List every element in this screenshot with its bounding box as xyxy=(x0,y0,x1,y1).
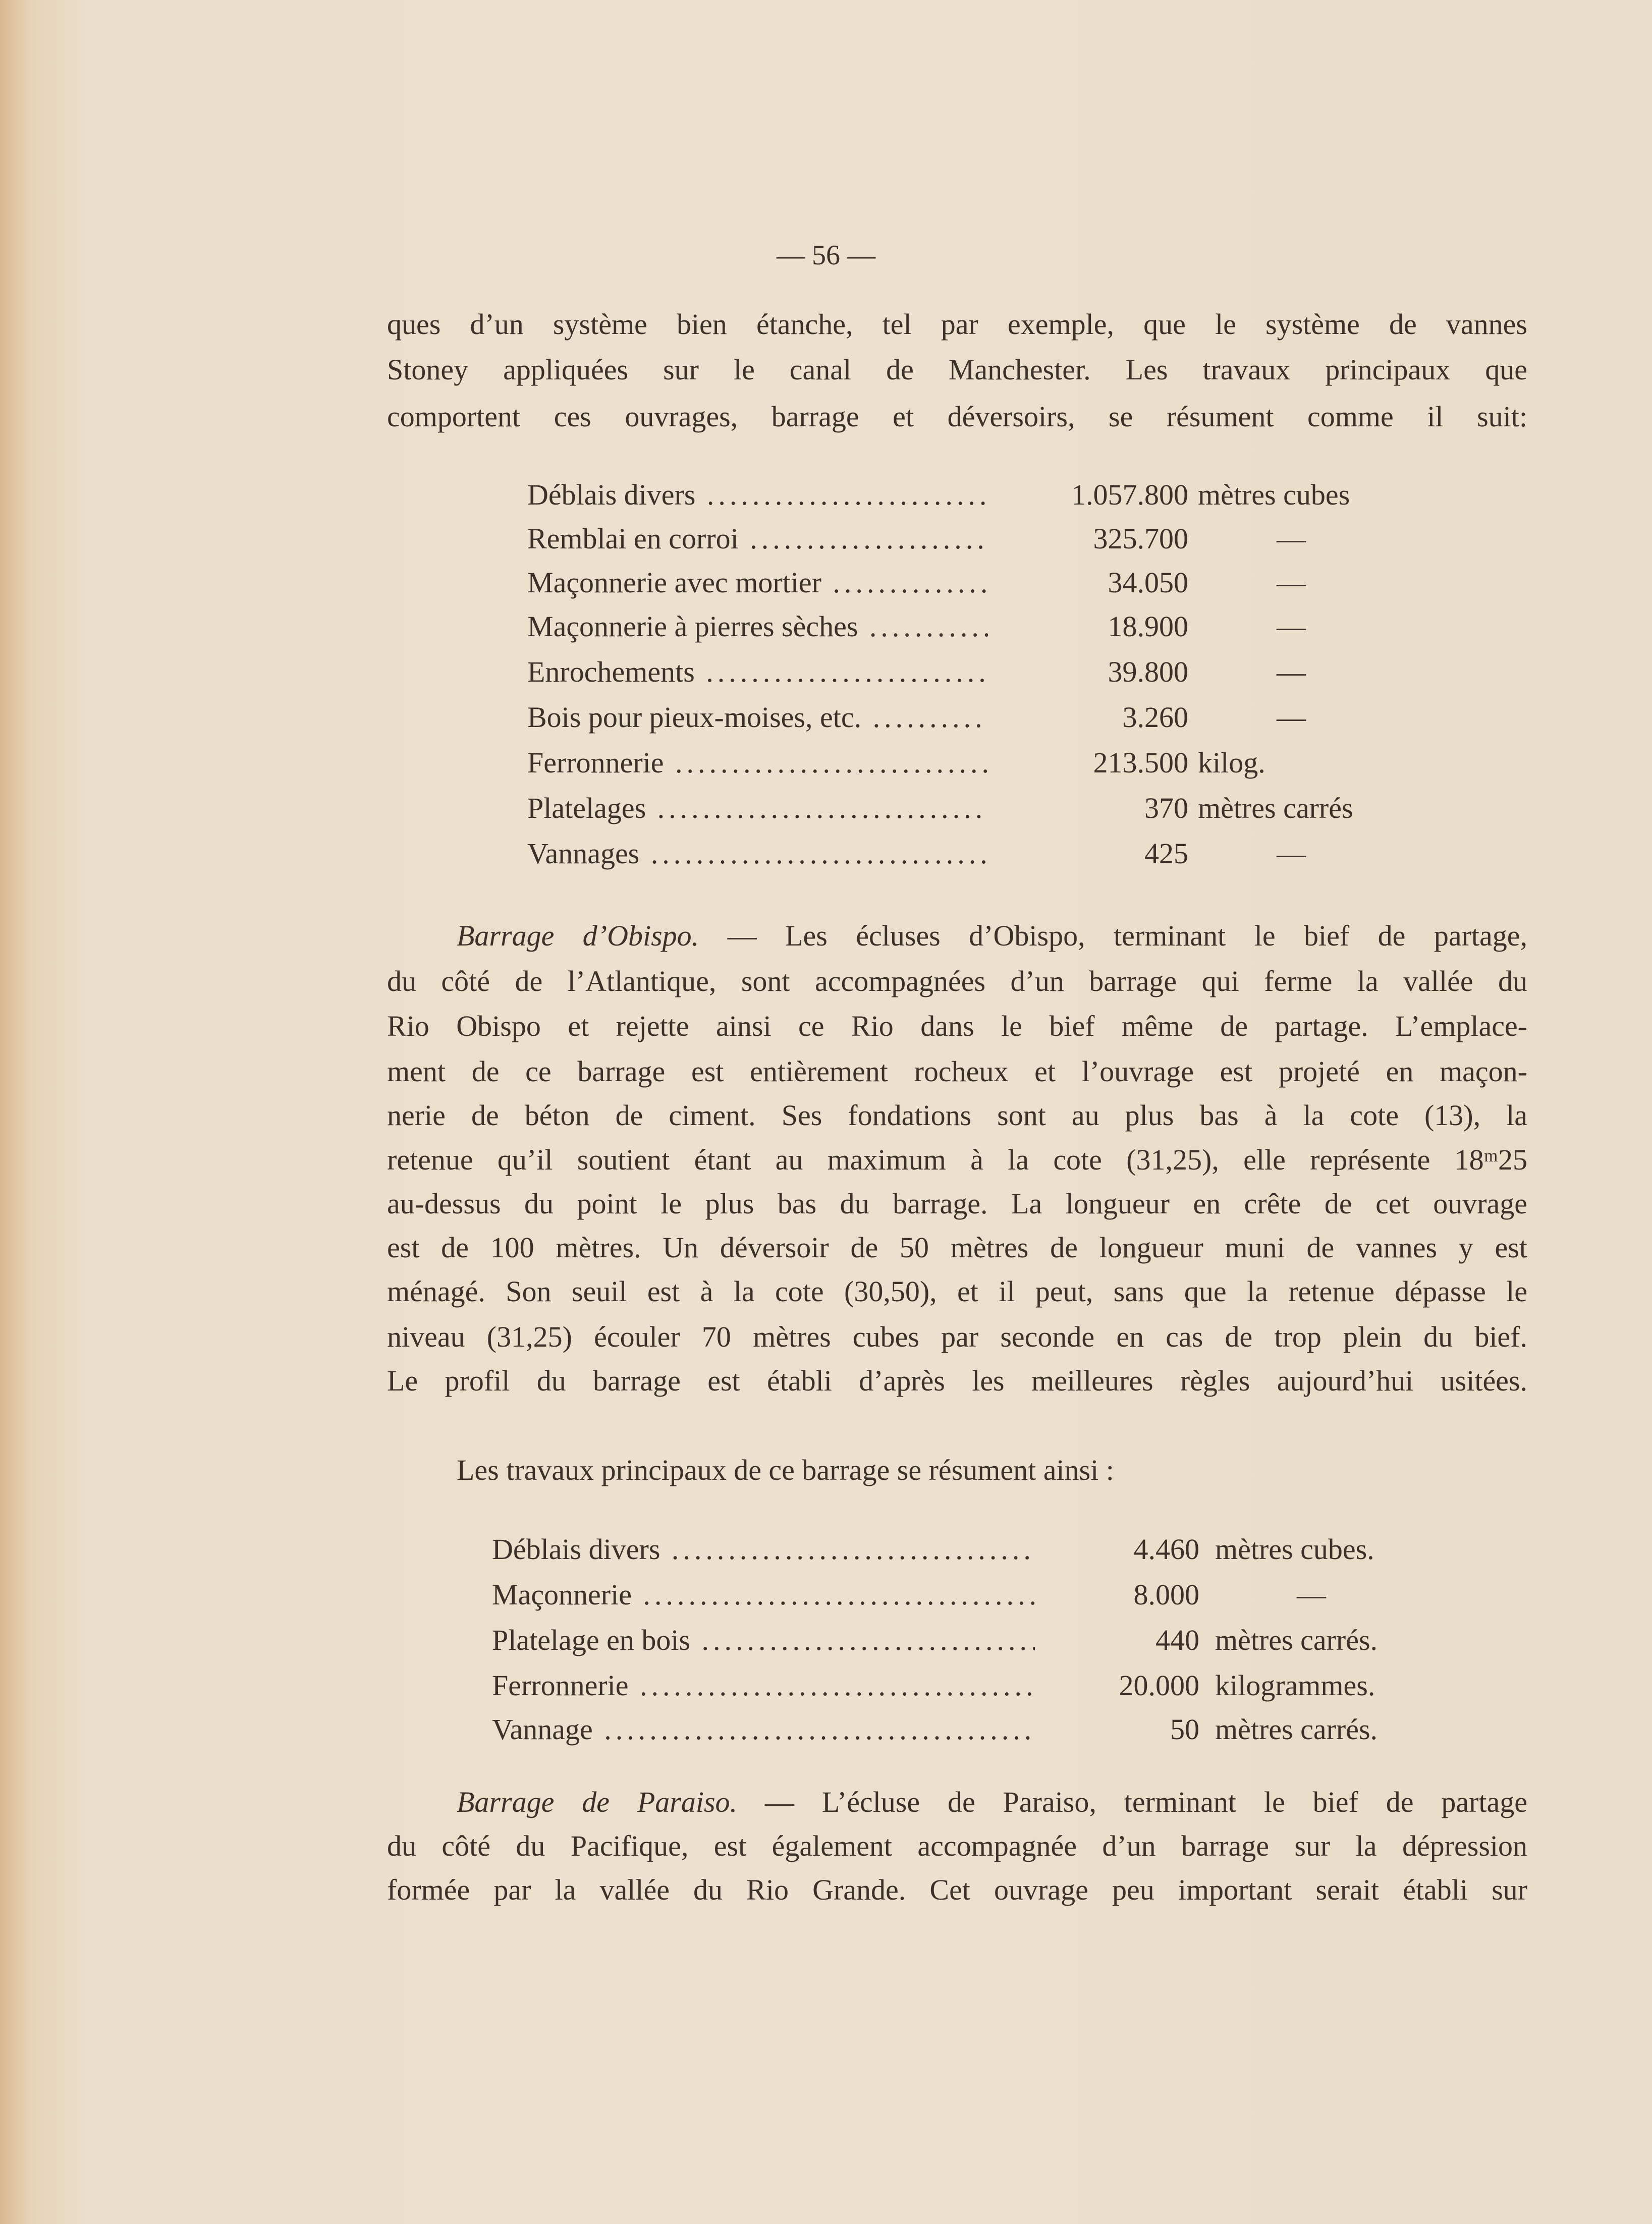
row-label: Ferronnerie ..... xyxy=(492,1668,1035,1703)
row-unit: — xyxy=(1277,837,1306,870)
row-label: Déblais divers ..... xyxy=(492,1532,1035,1567)
section-title: Barrage d’Obispo. xyxy=(457,919,699,952)
row-label: Maçonnerie avec mortier ..... xyxy=(527,565,988,600)
row-value: 4.460 xyxy=(1133,1533,1199,1566)
row-label: Platelage en bois ..... xyxy=(492,1623,1035,1658)
text-line: du côté de l’Atlantique, sont accompagnées d’un barrage qui ferme la vallée du xyxy=(387,965,1527,997)
text-line xyxy=(457,1785,1527,1820)
row-value: 39.800 xyxy=(1108,655,1188,688)
row-label: Vannage ..... xyxy=(492,1712,1035,1747)
row-value: 20.000 xyxy=(1119,1669,1199,1702)
row-label: Platelages ..... xyxy=(527,791,988,826)
text-line: du côté du Pacifique, est également accompagnée d’un barrage sur la dépression xyxy=(387,1829,1527,1862)
row-label: Maçonnerie ..... xyxy=(492,1577,1035,1613)
row-label: Déblais divers ..... xyxy=(527,477,988,513)
text-line: Stoney appliquées sur le canal de Manchester. Les travaux principaux que xyxy=(387,353,1527,386)
row-unit: — xyxy=(1277,610,1306,643)
row-unit: mètres cubes xyxy=(1198,478,1350,511)
row-value: 425 xyxy=(1144,837,1188,870)
row-unit: — xyxy=(1277,655,1306,688)
text-span: — L’écluse de Paraiso, terminant le bief de partage xyxy=(764,1786,1527,1818)
text-line: formée par la vallée du Rio Grande. Cet ouvrage peu important serait établi sur xyxy=(387,1873,1527,1906)
row-value: 325.700 xyxy=(1093,522,1188,555)
page-number: — 56 — xyxy=(777,240,875,271)
row-label: Bois pour pieux-moises, etc. ..... xyxy=(527,700,988,735)
row-unit: kilogrammes. xyxy=(1215,1669,1375,1702)
row-unit: — xyxy=(1277,522,1306,555)
text-line: niveau (31,25) écouler 70 mètres cubes par seconde en cas de trop plein du bief. xyxy=(387,1320,1527,1353)
row-label: Vannages ..... xyxy=(527,836,988,871)
row-value: 34.050 xyxy=(1108,566,1188,599)
text-line: ménagé. Son seuil est à la cote (30,50), et il peut, sans que la retenue dépasse le xyxy=(387,1275,1527,1308)
row-unit: mètres carrés. xyxy=(1215,1713,1378,1746)
row-label: Maçonnerie à pierres sèches ..... xyxy=(527,609,988,644)
text-span: — Les écluses d’Obispo, terminant le bief de partage, xyxy=(727,919,1528,952)
row-value: 3.260 xyxy=(1122,701,1188,734)
row-value: 50 xyxy=(1170,1713,1199,1746)
text-line: nerie de béton de ciment. Ses fondations sont au plus bas à la cote (13), la xyxy=(387,1099,1527,1132)
row-value: 370 xyxy=(1144,792,1188,824)
row-value: 8.000 xyxy=(1133,1578,1199,1611)
text-line: Rio Obispo et rejette ainsi ce Rio dans le bief même de partage. L’emplace- xyxy=(387,1010,1527,1042)
row-label: Enrochements ..... xyxy=(527,654,988,690)
row-value: 1.057.800 xyxy=(1071,478,1188,511)
row-unit: mètres cubes. xyxy=(1215,1533,1374,1566)
row-unit: — xyxy=(1277,566,1306,599)
table-intro: Les travaux principaux de ce barrage se résument ainsi : xyxy=(457,1454,1114,1486)
row-value: 213.500 xyxy=(1093,746,1188,779)
text-line: est de 100 mètres. Un déversoir de 50 mètres de longueur muni de vannes y est xyxy=(387,1231,1527,1264)
row-unit: kilog. xyxy=(1198,746,1265,779)
text-line: Le profil du barrage est établi d’après les meilleures règles aujourd’hui usitées. xyxy=(387,1364,1527,1397)
row-unit: — xyxy=(1277,701,1306,734)
row-unit: mètres carrés xyxy=(1198,792,1353,824)
section-title: Barrage de Paraiso. xyxy=(457,1786,738,1818)
row-unit: — xyxy=(1297,1578,1326,1611)
row-value: 440 xyxy=(1155,1624,1199,1656)
text-line: au-dessus du point le plus bas du barrage. La longueur en crête de cet ouvrage xyxy=(387,1187,1527,1220)
text-line: ment de ce barrage est entièrement rocheux et l’ouvrage est projeté en maçon- xyxy=(387,1055,1527,1088)
text-line: retenue qu’il soutient étant au maximum à la cote (31,25), elle représente 18ᵐ25 xyxy=(387,1143,1527,1176)
text-line: ques d’un système bien étanche, tel par exemple, que le système de vannes xyxy=(387,308,1527,341)
row-value: 18.900 xyxy=(1108,610,1188,643)
row-label: Ferronnerie ..... xyxy=(527,745,988,781)
text-line xyxy=(457,918,1527,954)
row-unit: mètres carrés. xyxy=(1215,1624,1378,1656)
row-label: Remblai en corroi ..... xyxy=(527,521,988,557)
text-line: comportent ces ouvrages, barrage et déversoirs, se résument comme il suit: xyxy=(387,400,1527,433)
